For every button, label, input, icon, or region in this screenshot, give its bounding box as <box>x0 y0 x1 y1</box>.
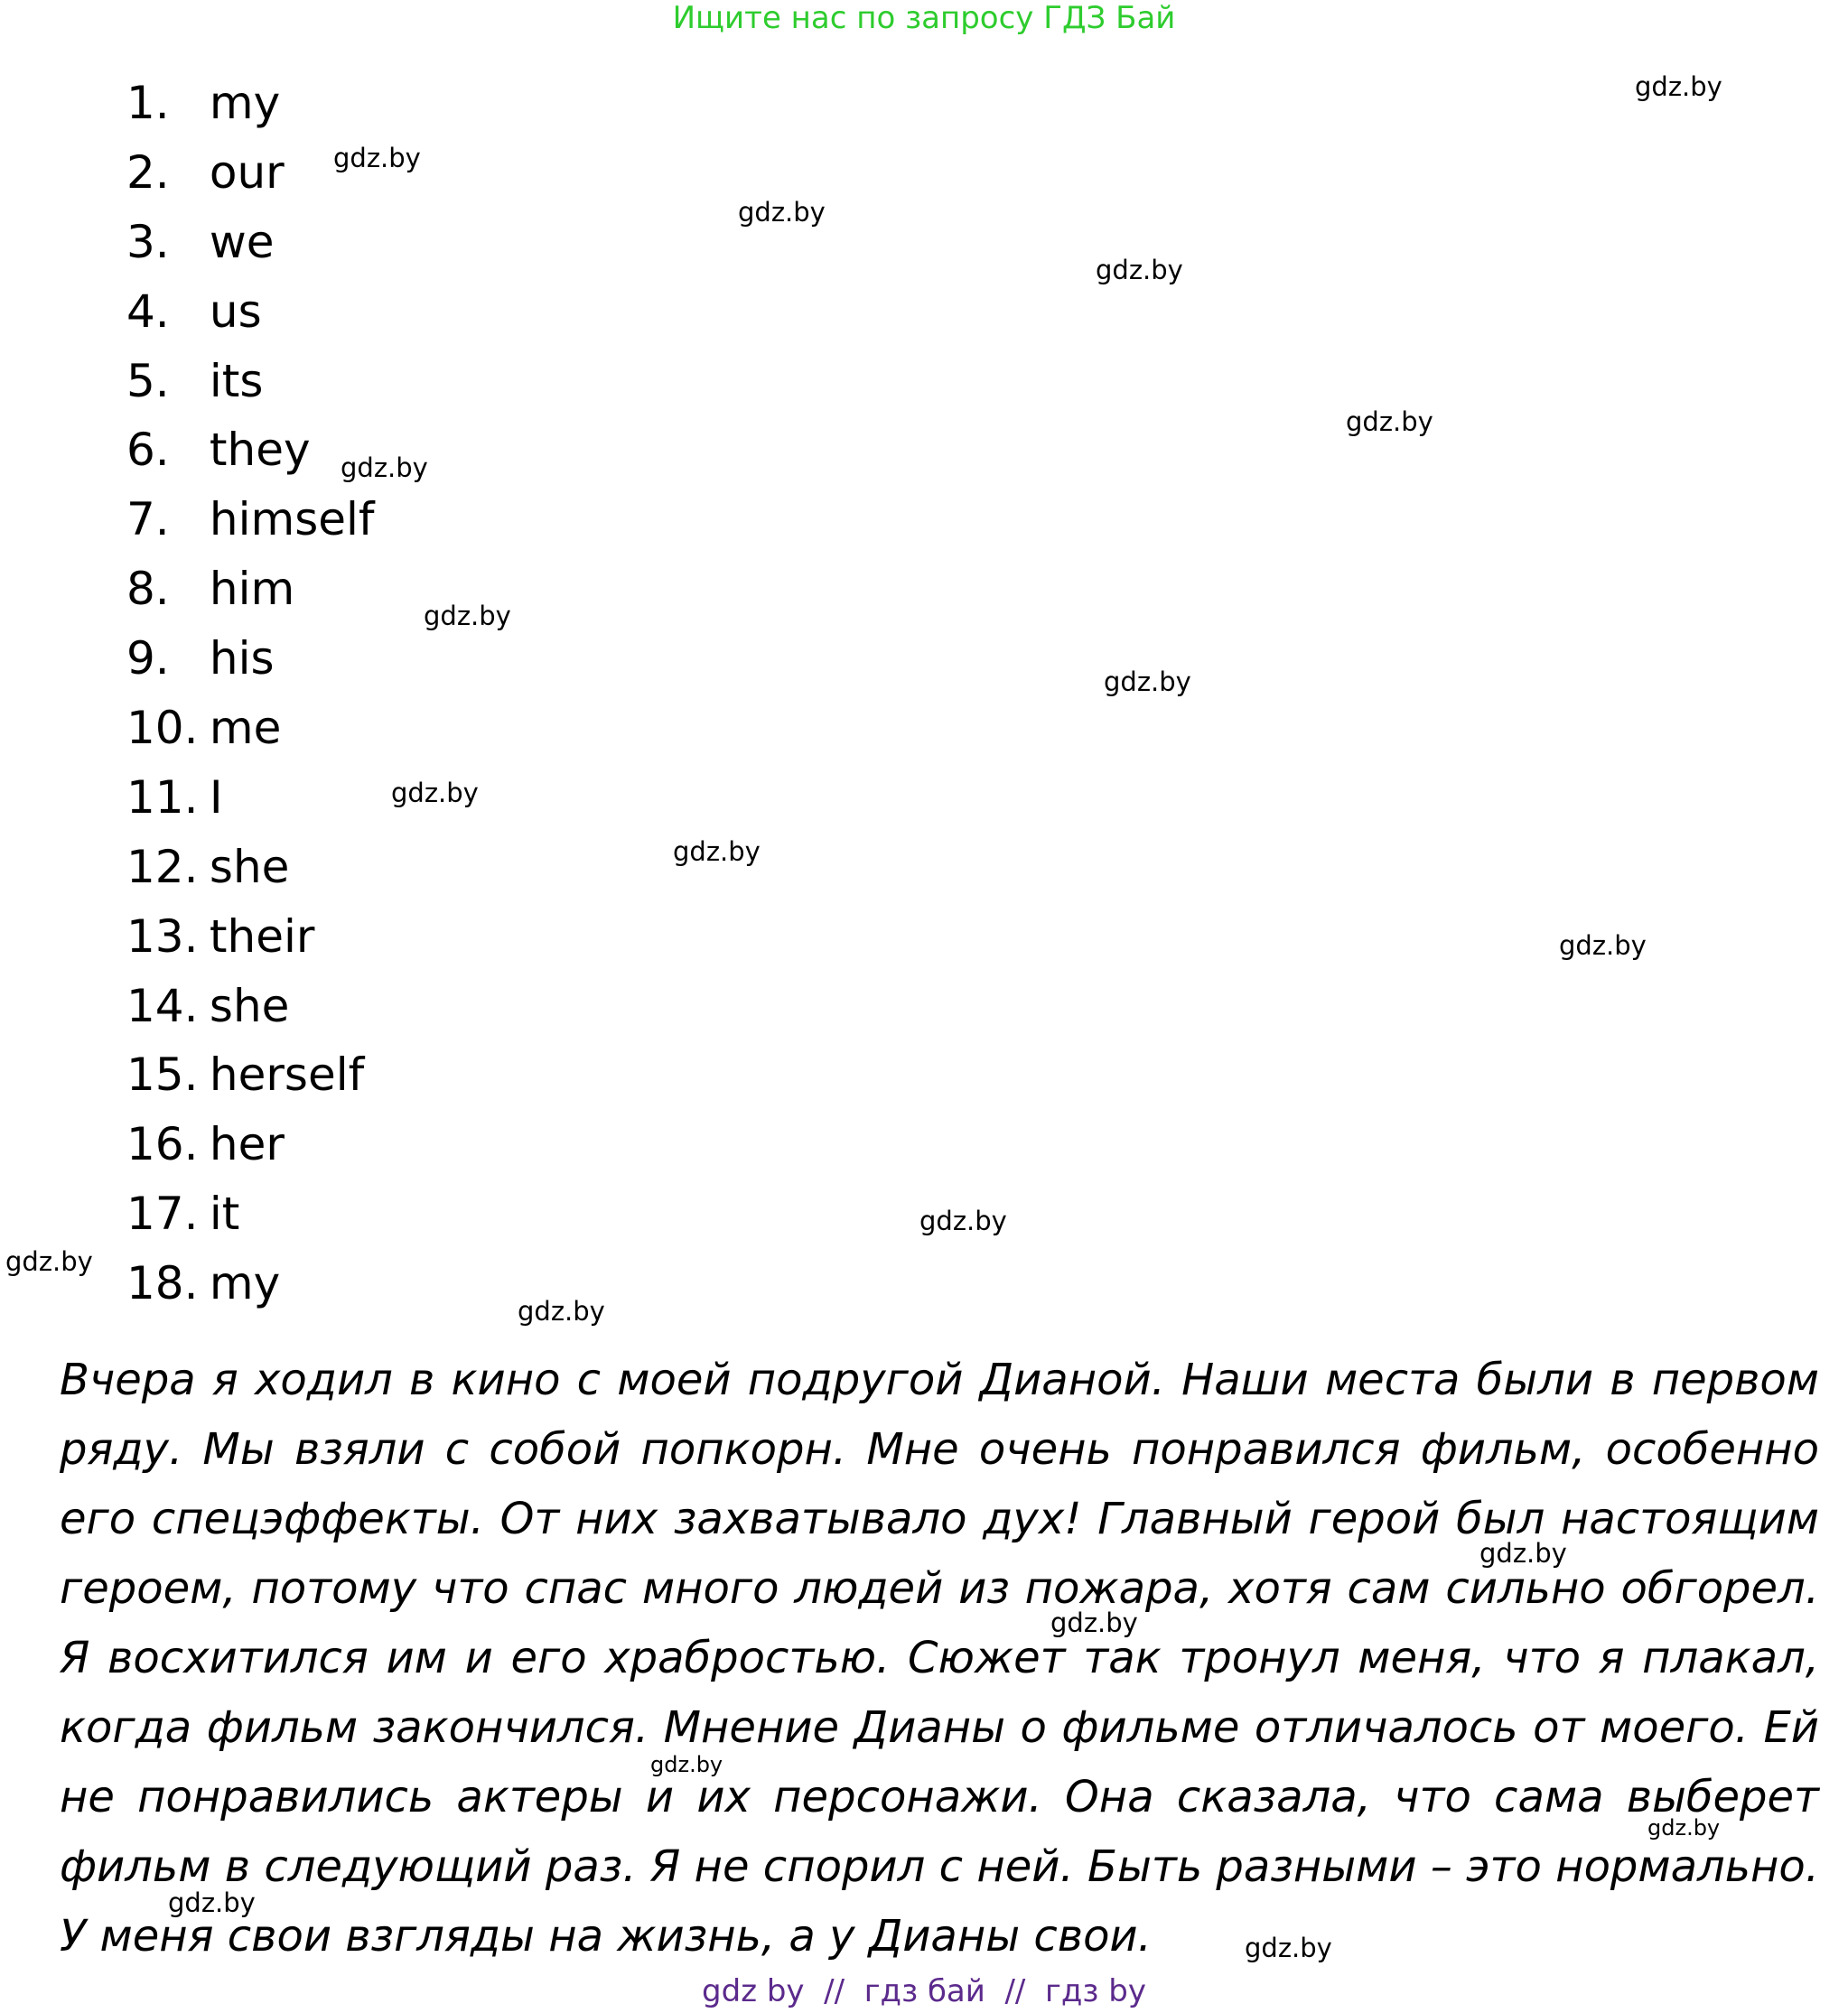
answer-item <box>126 972 375 1041</box>
watermark: gdz.by <box>738 197 826 228</box>
watermark: gdz.by <box>1346 406 1433 437</box>
answer-item <box>126 415 375 485</box>
answer-word: herself <box>209 1048 365 1102</box>
answer-word: me <box>209 702 282 755</box>
answer-item <box>126 902 375 972</box>
answer-item <box>126 208 375 277</box>
watermark: gdz.by <box>518 1296 605 1327</box>
answer-number: 13. <box>126 909 199 963</box>
answer-item <box>126 1110 375 1179</box>
answer-word: him <box>209 563 295 616</box>
answer-number: 5. <box>126 354 170 407</box>
answer-item <box>126 347 375 416</box>
answer-number: 1. <box>126 77 170 129</box>
watermark: gdz.by <box>1096 255 1183 285</box>
answer-word: she <box>209 840 290 893</box>
watermark: gdz.by <box>341 452 428 483</box>
watermark: gdz.by <box>5 1246 93 1277</box>
watermark: gdz.by <box>673 836 761 867</box>
answer-word: my <box>209 77 281 129</box>
answer-list <box>126 69 375 1319</box>
answer-word: us <box>209 284 262 338</box>
translation-paragraph: Вчера я ходил в кино с моей подругой Дианой. Наши места были в первом ряду. Мы взяли с собой попкорн. Мне очень понравился фильм, особенно его спецэффекты. От них захватывало дух! Главный герой был настоящим героем, потому что спас много людей из пожара, хотя сам сильно обгорел. Я восхитился им и его храбростью. Сюжет так тронул меня, что я плакал, когда фильм закончился. Мнение Дианы о фильме отличалось от моего. Ей не понравились актеры и их персонажи. Она сказала, что сама выберет фильм в следующий раз. Я не спорил с ней. Быть разными – это нормально. У меня свои взгляды на жизнь, а у Дианы свои. <box>60 1355 1819 1962</box>
watermark: gdz.by <box>1635 71 1722 102</box>
watermark: gdz.by <box>333 143 421 173</box>
answer-number: 7. <box>126 493 170 546</box>
answer-item <box>126 485 375 555</box>
answer-number: 11. <box>126 770 199 824</box>
answer-item <box>126 694 375 763</box>
watermark: gdz.by <box>919 1206 1007 1236</box>
answer-number: 17. <box>126 1188 199 1241</box>
watermark: gdz.by <box>1559 930 1647 961</box>
answer-word: her <box>209 1118 285 1171</box>
answer-item <box>126 1249 375 1319</box>
answer-number: 3. <box>126 215 170 268</box>
answer-number: 18. <box>126 1257 199 1310</box>
watermark: gdz.by <box>1050 1608 1138 1638</box>
answer-word: my <box>209 1257 281 1310</box>
answer-number: 8. <box>126 563 170 616</box>
watermark: gdz.by <box>1647 1815 1721 1841</box>
answer-item <box>126 763 375 833</box>
answer-word: she <box>209 979 290 1032</box>
watermark: gdz.by <box>168 1887 256 1918</box>
watermark: gdz.by <box>424 601 511 631</box>
answer-word: his <box>209 632 275 685</box>
watermark: gdz.by <box>1245 1933 1332 1963</box>
answer-number: 2. <box>126 145 170 199</box>
answer-item <box>126 277 375 347</box>
watermark: gdz.by <box>1479 1538 1567 1569</box>
answer-word: we <box>209 215 275 268</box>
answer-number: 15. <box>126 1048 199 1102</box>
answer-number: 16. <box>126 1118 199 1171</box>
watermark: gdz.by <box>650 1752 723 1777</box>
answer-word: it <box>209 1188 240 1241</box>
answer-number: 9. <box>126 632 170 685</box>
answer-word: our <box>209 145 285 199</box>
answer-item <box>126 833 375 902</box>
answer-number: 12. <box>126 840 199 893</box>
watermark: gdz.by <box>391 778 479 808</box>
watermark: gdz.by <box>1104 666 1191 697</box>
answer-number: 10. <box>126 702 199 755</box>
answer-word: himself <box>209 493 375 546</box>
answer-item <box>126 624 375 694</box>
answer-item <box>126 1040 375 1110</box>
answer-word: their <box>209 909 315 963</box>
answer-item <box>126 69 375 138</box>
answer-word: its <box>209 354 264 407</box>
answer-item <box>126 1179 375 1249</box>
answer-number: 6. <box>126 424 170 477</box>
answer-word: I <box>209 770 223 824</box>
answer-number: 4. <box>126 284 170 338</box>
answer-number: 14. <box>126 979 199 1032</box>
header-banner: Ищите нас по запросу ГДЗ Бай <box>672 0 1176 36</box>
answer-item <box>126 555 375 624</box>
footer-links[interactable]: gdz by // гдз бай // гдз by <box>702 1973 1146 2009</box>
answer-word: they <box>209 424 311 477</box>
